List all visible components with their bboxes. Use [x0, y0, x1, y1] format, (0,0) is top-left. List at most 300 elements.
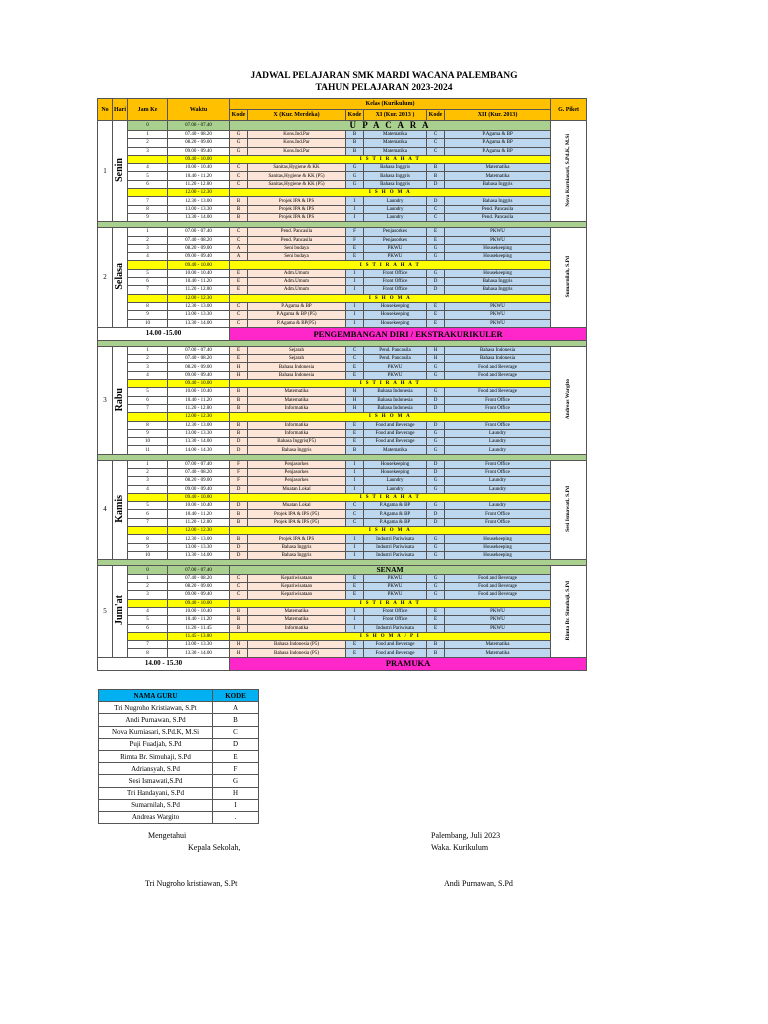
period-time: 13.00 - 13.30 — [168, 641, 230, 649]
subject-xi: PKWU — [364, 363, 427, 371]
duty-teacher-cell — [551, 460, 587, 560]
period-number — [128, 155, 168, 163]
table-row — [98, 607, 587, 615]
table-row — [98, 261, 587, 269]
subject-xii: Food and Beverage — [445, 591, 551, 599]
teacher-name: Rimta Br. Simuhaji, S.Pd — [99, 750, 213, 762]
subject-x: Bahasa Inggris(P5) — [248, 438, 346, 446]
schedule-table — [97, 98, 587, 671]
code-xii: G — [427, 269, 445, 277]
period-time: 11.20 - 12.00 — [168, 180, 230, 188]
period-time: 07.40 - 08.20 — [168, 574, 230, 582]
subject-xi: Laundry — [364, 205, 427, 213]
subject-x: Muatan Lokal — [248, 485, 346, 493]
subject-xii: Matematika — [445, 164, 551, 172]
period-number: 8 — [128, 205, 168, 213]
duty-teacher-name: Nova Kurniasari, S.Pd.K, M.Si — [564, 133, 571, 207]
subject-xii: Front Office — [445, 396, 551, 404]
table-row — [98, 574, 587, 582]
day-name-cell — [113, 121, 128, 222]
period-number: 3 — [128, 363, 168, 371]
teacher-name: Nova Kurniasari, S.Pd.K, M.Si — [99, 726, 213, 738]
legend-header-name: NAMA GURU — [99, 690, 213, 702]
subject-xi: Matematika — [364, 147, 427, 155]
subject-xii: Matematika — [445, 649, 551, 657]
day-number: 3 — [98, 346, 113, 454]
subject-x: Bahasa Indonesia (P5) — [248, 649, 346, 657]
day-name-cell — [113, 228, 128, 328]
code-xi: E — [346, 591, 364, 599]
table-row — [98, 327, 587, 340]
period-number: 4 — [128, 485, 168, 493]
subject-x: P.Agama & BP (P5) — [248, 311, 346, 319]
table-row — [98, 164, 587, 172]
code-x: C — [230, 180, 248, 188]
duty-teacher-name: Rimta Br. Simuhaji, S.Pd — [564, 580, 571, 641]
period-number: 2 — [128, 583, 168, 591]
table-row — [98, 380, 587, 388]
subject-x: Projek IPA & IPS — [248, 213, 346, 221]
code-x: F — [230, 468, 248, 476]
code-xii: E — [427, 228, 445, 236]
subject-xi: Industri Pariwisata — [364, 535, 427, 543]
legend-body — [99, 702, 259, 824]
table-row — [98, 363, 587, 371]
subject-x: Informatika — [248, 624, 346, 632]
table-row — [98, 228, 587, 236]
code-xii: E — [427, 302, 445, 310]
subject-x: Muatan Lokal — [248, 502, 346, 510]
table-row — [98, 438, 587, 446]
code-xi: E — [346, 574, 364, 582]
period-number: 5 — [128, 388, 168, 396]
subject-xi: Bahasa Inggris — [364, 180, 427, 188]
code-x: D — [230, 438, 248, 446]
subject-xii: Food and Beverage — [445, 363, 551, 371]
subject-x: P.Agama & BP — [248, 302, 346, 310]
code-xi: I — [346, 624, 364, 632]
subject-xi: Pend. Pancasila — [364, 346, 427, 354]
teacher-name: Andreas Wargito — [99, 811, 213, 823]
day-number: 2 — [98, 228, 113, 328]
period-number: 10 — [128, 319, 168, 327]
code-xii: G — [427, 551, 445, 559]
code-xi: E — [346, 429, 364, 437]
day-name-cell — [113, 566, 128, 657]
period-time: 08.20 - 09.00 — [168, 363, 230, 371]
period-number: 2 — [128, 236, 168, 244]
subject-xii: Bahasa Inggris — [445, 286, 551, 294]
code-xii: C — [427, 147, 445, 155]
table-row — [98, 657, 587, 670]
period-number: 5 — [128, 172, 168, 180]
code-x: B — [230, 624, 248, 632]
code-xi: I — [346, 477, 364, 485]
period-time: 10.40 - 11.20 — [168, 510, 230, 518]
code-xii: C — [427, 131, 445, 139]
code-xii: B — [427, 164, 445, 172]
table-row — [98, 244, 587, 252]
code-xi: C — [346, 355, 364, 363]
table-row — [98, 213, 587, 221]
subject-xii: Matematika — [445, 172, 551, 180]
code-xi: B — [346, 131, 364, 139]
subject-xii: Front Office — [445, 518, 551, 526]
period-number: 3 — [128, 591, 168, 599]
code-x: H — [230, 363, 248, 371]
header-hari: Hari — [113, 99, 128, 121]
subject-xi: Penjasorkes — [364, 228, 427, 236]
subject-x: Bahasa Inggris — [248, 551, 346, 559]
code-xi: B — [346, 147, 364, 155]
code-x: C — [230, 236, 248, 244]
code-xii: D — [427, 468, 445, 476]
period-time: 09.40 - 10.00 — [168, 493, 230, 501]
subject-xi: Industri Pariwisata — [364, 551, 427, 559]
code-xii: G — [427, 244, 445, 252]
header-kode-x: Kode — [230, 110, 248, 121]
table-row — [98, 583, 587, 591]
subject-xii: PKWU — [445, 319, 551, 327]
period-time: 07.00 - 07.40 — [168, 460, 230, 468]
table-row — [98, 205, 587, 213]
period-time: 07.00 - 07.40 — [168, 346, 230, 354]
code-xii: G — [427, 574, 445, 582]
subject-xii: Laundry — [445, 485, 551, 493]
period-time: 08.20 - 09.00 — [168, 583, 230, 591]
day-number: 4 — [98, 460, 113, 560]
ceremony-label: SENAM — [230, 566, 551, 575]
subject-x: Projek IPA & IPS (P5) — [248, 510, 346, 518]
subject-xii: PKWU — [445, 616, 551, 624]
code-xi: G — [346, 164, 364, 172]
subject-x: Projek IPA & IPS (P5) — [248, 518, 346, 526]
day-name: Kamis — [114, 495, 125, 523]
period-number: 6 — [128, 278, 168, 286]
subject-x: Adm.Umum — [248, 286, 346, 294]
subject-x: Matematika — [248, 396, 346, 404]
period-number: 3 — [128, 147, 168, 155]
activity-time: 14.00 - 15.30 — [98, 657, 230, 670]
ceremony-label: U P A C A R A — [230, 121, 551, 131]
subject-x: Adm.Umum — [248, 278, 346, 286]
subject-xii: Food and Beverage — [445, 371, 551, 379]
subject-xi: Housekeeping — [364, 302, 427, 310]
code-x: F — [230, 460, 248, 468]
code-xii: D — [427, 518, 445, 526]
subject-xi: Front Office — [364, 278, 427, 286]
table-row — [98, 502, 587, 510]
period-time: 07.40 - 08.20 — [168, 131, 230, 139]
break-label: I S H O M A — [230, 189, 551, 197]
period-time: 10.00 - 10.40 — [168, 269, 230, 277]
table-row — [98, 139, 587, 147]
break-label: I S T I R A H A T — [230, 261, 551, 269]
subject-xii: P.Agama & BP — [445, 131, 551, 139]
table-row — [98, 543, 587, 551]
code-xi: I — [346, 278, 364, 286]
header-kode-xii: Kode — [427, 110, 445, 121]
code-xii: G — [427, 583, 445, 591]
document-title: JADWAL PELAJARAN SMK MARDI WACANA PALEMBANG — [250, 71, 518, 81]
subject-xi: PKWU — [364, 574, 427, 582]
code-xi: I — [346, 551, 364, 559]
period-time: 11.45 - 13.00 — [168, 632, 230, 640]
subject-xi: Bahasa Inggris — [364, 172, 427, 180]
code-xi: I — [346, 213, 364, 221]
teacher-code: D — [213, 738, 259, 750]
subject-xii: PKWU — [445, 302, 551, 310]
period-number: 7 — [128, 286, 168, 294]
subject-xi: Bahasa Inggris — [364, 164, 427, 172]
code-x: H — [230, 641, 248, 649]
table-row — [98, 404, 587, 412]
code-x: B — [230, 616, 248, 624]
code-xi: H — [346, 396, 364, 404]
subject-xi: P.Agama & BP — [364, 510, 427, 518]
code-xii: G — [427, 371, 445, 379]
subject-x: Kons.Ind.Par — [248, 139, 346, 147]
period-time: 13.30 - 14.00 — [168, 319, 230, 327]
subject-xi: Matematika — [364, 139, 427, 147]
legend-row — [99, 787, 259, 799]
teacher-code: G — [213, 775, 259, 787]
period-time: 09.00 - 09.40 — [168, 591, 230, 599]
teacher-name: Puji Fuadjah, S.Pd — [99, 738, 213, 750]
period-time: 11.20 - 12.00 — [168, 518, 230, 526]
subject-xi: Food and Beverage — [364, 429, 427, 437]
subject-x: Penjasorkes — [248, 460, 346, 468]
period-number: 3 — [128, 244, 168, 252]
subject-xi: Penjasorkes — [364, 236, 427, 244]
period-time: 08.20 - 09.00 — [168, 244, 230, 252]
code-xi: B — [346, 139, 364, 147]
subject-x: Seni budaya — [248, 253, 346, 261]
code-xii: G — [427, 477, 445, 485]
header-kelas: Kelas (Kurikulum) — [230, 99, 551, 110]
code-xii: G — [427, 502, 445, 510]
code-x: D — [230, 446, 248, 454]
subject-xii: Laundry — [445, 446, 551, 454]
code-x: C — [230, 164, 248, 172]
period-number — [128, 493, 168, 501]
schedule-body — [98, 121, 587, 671]
period-time: 09.40 - 10.00 — [168, 261, 230, 269]
day-name: Rabu — [114, 387, 125, 411]
period-time: 09.00 - 09.40 — [168, 371, 230, 379]
subject-x: Bahasa Inggris — [248, 543, 346, 551]
subject-x: Kons.Ind.Par — [248, 131, 346, 139]
code-x: D — [230, 551, 248, 559]
code-xii: C — [427, 213, 445, 221]
code-xi: E — [346, 421, 364, 429]
code-xi: E — [346, 253, 364, 261]
period-time: 13.30 - 14.00 — [168, 551, 230, 559]
code-x: D — [230, 543, 248, 551]
break-label: I S T I R A H A T — [230, 380, 551, 388]
subject-xii: Housekeeping — [445, 253, 551, 261]
code-x: B — [230, 388, 248, 396]
period-number: 10 — [128, 438, 168, 446]
table-row — [98, 429, 587, 437]
code-xii: E — [427, 236, 445, 244]
subject-x: Projek IPA & IPS — [248, 535, 346, 543]
code-xii: G — [427, 429, 445, 437]
subject-x: Kepariwisataan — [248, 591, 346, 599]
code-x: B — [230, 429, 248, 437]
subject-x: Sanitas,Hygiene & KK — [248, 164, 346, 172]
period-number: 8 — [128, 421, 168, 429]
subject-x: Pend. Pancasila — [248, 228, 346, 236]
code-x: B — [230, 404, 248, 412]
day-name: Jum'at — [114, 595, 125, 626]
subject-x: Bahasa Indonesia (P5) — [248, 641, 346, 649]
code-x: B — [230, 607, 248, 615]
teacher-name: Sumarnilah, S.Pd — [99, 799, 213, 811]
period-time: 10.00 - 10.40 — [168, 607, 230, 615]
signature-left-caption: Mengetahui — [148, 831, 187, 840]
period-time: 12.00 - 12.30 — [168, 294, 230, 302]
subject-x: Penjasorkes — [248, 477, 346, 485]
subject-xii: Housekeeping — [445, 551, 551, 559]
code-xi: H — [346, 404, 364, 412]
code-xii: D — [427, 421, 445, 429]
code-x: C — [230, 302, 248, 310]
subject-xi: Front Office — [364, 269, 427, 277]
period-time: 10.40 - 11.20 — [168, 172, 230, 180]
code-x: C — [230, 311, 248, 319]
code-x: G — [230, 147, 248, 155]
subject-xii: Bahasa Inggris — [445, 197, 551, 205]
period-number: 8 — [128, 649, 168, 657]
code-xi: G — [346, 172, 364, 180]
code-xii: H — [427, 346, 445, 354]
legend-row — [99, 750, 259, 762]
period-number: 7 — [128, 404, 168, 412]
teacher-legend-table — [98, 689, 259, 824]
header-waktu: Waktu — [168, 99, 230, 121]
table-row — [98, 286, 587, 294]
subject-xi: PKWU — [364, 591, 427, 599]
code-xii: E — [427, 616, 445, 624]
subject-x: Matematika — [248, 616, 346, 624]
period-number: 7 — [128, 197, 168, 205]
period-time: 13.30 - 14.00 — [168, 213, 230, 221]
period-number: 5 — [128, 502, 168, 510]
code-x: C — [230, 574, 248, 582]
subject-xi: P.Agama & BP — [364, 518, 427, 526]
teacher-code: . — [213, 811, 259, 823]
code-x: C — [230, 591, 248, 599]
break-label: I S H O M A — [230, 294, 551, 302]
subject-xii: Front Office — [445, 460, 551, 468]
duty-teacher-cell — [551, 228, 587, 328]
subject-xii: Pend. Pancasila — [445, 205, 551, 213]
code-xi: C — [346, 510, 364, 518]
duty-teacher-name: Sesi Ismawati, S.Pd — [564, 486, 571, 532]
table-row — [98, 632, 587, 640]
period-time: 13.30 - 14.00 — [168, 438, 230, 446]
period-time: 10.00 - 10.40 — [168, 164, 230, 172]
subject-xii: Food and Beverage — [445, 388, 551, 396]
code-x: B — [230, 197, 248, 205]
period-number: 9 — [128, 543, 168, 551]
teacher-name: Adriansyah, S.Pd — [99, 763, 213, 775]
period-number — [128, 599, 168, 607]
code-xii: D — [427, 404, 445, 412]
code-xii: G — [427, 485, 445, 493]
code-xi: I — [346, 269, 364, 277]
code-xii: G — [427, 535, 445, 543]
period-number: 1 — [128, 228, 168, 236]
period-number: 2 — [128, 355, 168, 363]
code-xi: E — [346, 649, 364, 657]
header-kode-xi: Kode — [346, 110, 364, 121]
code-x: B — [230, 510, 248, 518]
period-number: 1 — [128, 346, 168, 354]
code-x: F — [230, 477, 248, 485]
subject-xi: Food and Beverage — [364, 641, 427, 649]
period-number: 8 — [128, 302, 168, 310]
table-row — [98, 253, 587, 261]
period-time: 07.40 - 08.20 — [168, 355, 230, 363]
day-name-cell — [113, 460, 128, 560]
code-x: H — [230, 649, 248, 657]
period-time: 10.00 - 10.40 — [168, 502, 230, 510]
period-time: 10.40 - 11.20 — [168, 396, 230, 404]
period-number: 6 — [128, 180, 168, 188]
duty-teacher-cell — [551, 346, 587, 454]
subject-xii: P.Agama & BP — [445, 139, 551, 147]
table-row — [98, 460, 587, 468]
subject-xii: PKWU — [445, 607, 551, 615]
code-xii: D — [427, 286, 445, 294]
break-label: I S H O M A — [230, 527, 551, 535]
table-row — [98, 518, 587, 526]
break-label: I S H O M A — [230, 413, 551, 421]
subject-xi: Food and Beverage — [364, 438, 427, 446]
subject-xii: P.Agama & BP — [445, 147, 551, 155]
subject-xi: PKWU — [364, 371, 427, 379]
subject-xi: Pend. Pancasila — [364, 355, 427, 363]
code-xi: I — [346, 543, 364, 551]
code-xii: D — [427, 180, 445, 188]
day-name: Selasa — [114, 263, 125, 290]
subject-xii: Bahasa Inggris — [445, 278, 551, 286]
table-row — [98, 302, 587, 310]
subject-x: Informatika — [248, 429, 346, 437]
break-label: I S T I R A H A T — [230, 493, 551, 501]
code-xii: C — [427, 139, 445, 147]
table-row — [98, 641, 587, 649]
code-x: B — [230, 213, 248, 221]
period-time: 12.30 - 13.00 — [168, 302, 230, 310]
code-xii: B — [427, 649, 445, 657]
code-x: D — [230, 502, 248, 510]
signature-left-role: Kepala Sekolah, — [188, 843, 241, 852]
subject-xii: Food and Beverage — [445, 574, 551, 582]
period-time: 08.20 - 09.00 — [168, 139, 230, 147]
period-number — [128, 261, 168, 269]
subject-xi: P.Agama & BP — [364, 502, 427, 510]
table-row — [98, 388, 587, 396]
code-xi: I — [346, 302, 364, 310]
subject-xi: Laundry — [364, 197, 427, 205]
period-time: 07.40 - 08.20 — [168, 468, 230, 476]
table-row — [98, 566, 587, 575]
code-x: E — [230, 278, 248, 286]
period-number: 4 — [128, 253, 168, 261]
